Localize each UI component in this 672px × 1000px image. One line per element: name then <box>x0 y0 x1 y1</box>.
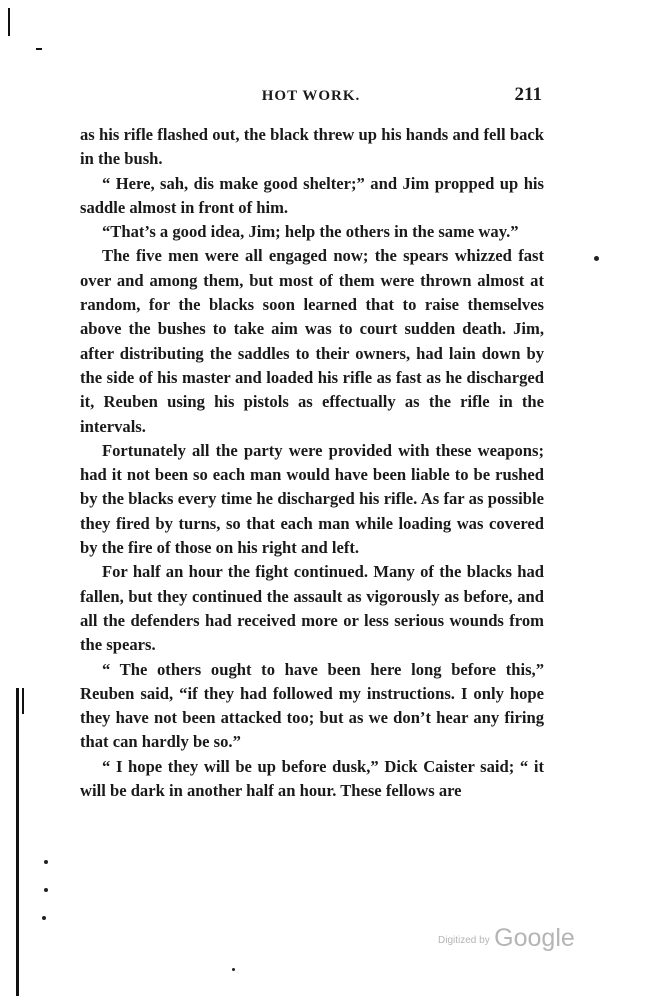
paragraph: “ Here, sah, dis make good shelter;” and Jim propped up his saddle almost in front of him. <box>80 173 544 217</box>
scan-mark-top-left <box>8 8 10 36</box>
scan-binding-edge <box>16 688 19 996</box>
page-header <box>80 84 542 112</box>
paragraph: “That’s a good idea, Jim; help the others in the same way.” <box>102 222 519 242</box>
scan-dot-right <box>594 256 599 261</box>
scan-dash-left <box>36 48 42 50</box>
paragraph: “ I hope they will be up before dusk,” Dick Caister said; “ it will be dark in another half an hour. These fellows are <box>80 756 544 801</box>
digitized-watermark <box>438 924 575 953</box>
paragraph: The five men were all engaged now; the spears whizzed fast over and among them, but most of them were thrown almost at random, for the blacks soon learned that to raise themselves above the bushes to take aim was to court sudden death. Jim, after distributing the saddles to their owners, had lain down by the side of his master and loaded his rifle as fast as he discharged it, Reuben using his pistols as effectually as the rifle in the intervals. <box>80 246 544 436</box>
watermark-brand: Google <box>494 924 575 952</box>
scan-mark-left-short <box>22 688 24 714</box>
page-number: 211 <box>514 84 542 105</box>
body-text <box>80 123 544 803</box>
scan-dot-left-2 <box>44 888 48 892</box>
paragraph: For half an hour the fight continued. Many of the blacks had fallen, but they continued the assault as vigorously as before, and all the defenders had received more or less serious wounds from the spears. <box>80 562 544 655</box>
paragraph: as his rifle flashed out, the black threw up his hands and fell back in the bush. <box>80 125 544 169</box>
paragraph: Fortunately all the party were provided with these weapons; had it not been so each man would have been liable to be rushed by the blacks every time he discharged his rifle. As far as possible they fired by turns, so that each man while loading was covered by the fire of those on his right and left. <box>80 440 544 558</box>
running-head: HOT WORK. <box>261 88 361 104</box>
scan-dot-left-3 <box>42 916 46 920</box>
watermark-prefix: Digitized by <box>438 935 490 946</box>
paragraph: “ The others ought to have been here long before this,” Reuben said, “if they had followed my instructions. I only hope they have not been attacked too; but as we don’t hear any firing that can hardly be so.” <box>80 659 544 752</box>
scan-dot-left-1 <box>44 860 48 864</box>
scan-dot-bottom <box>232 968 235 971</box>
